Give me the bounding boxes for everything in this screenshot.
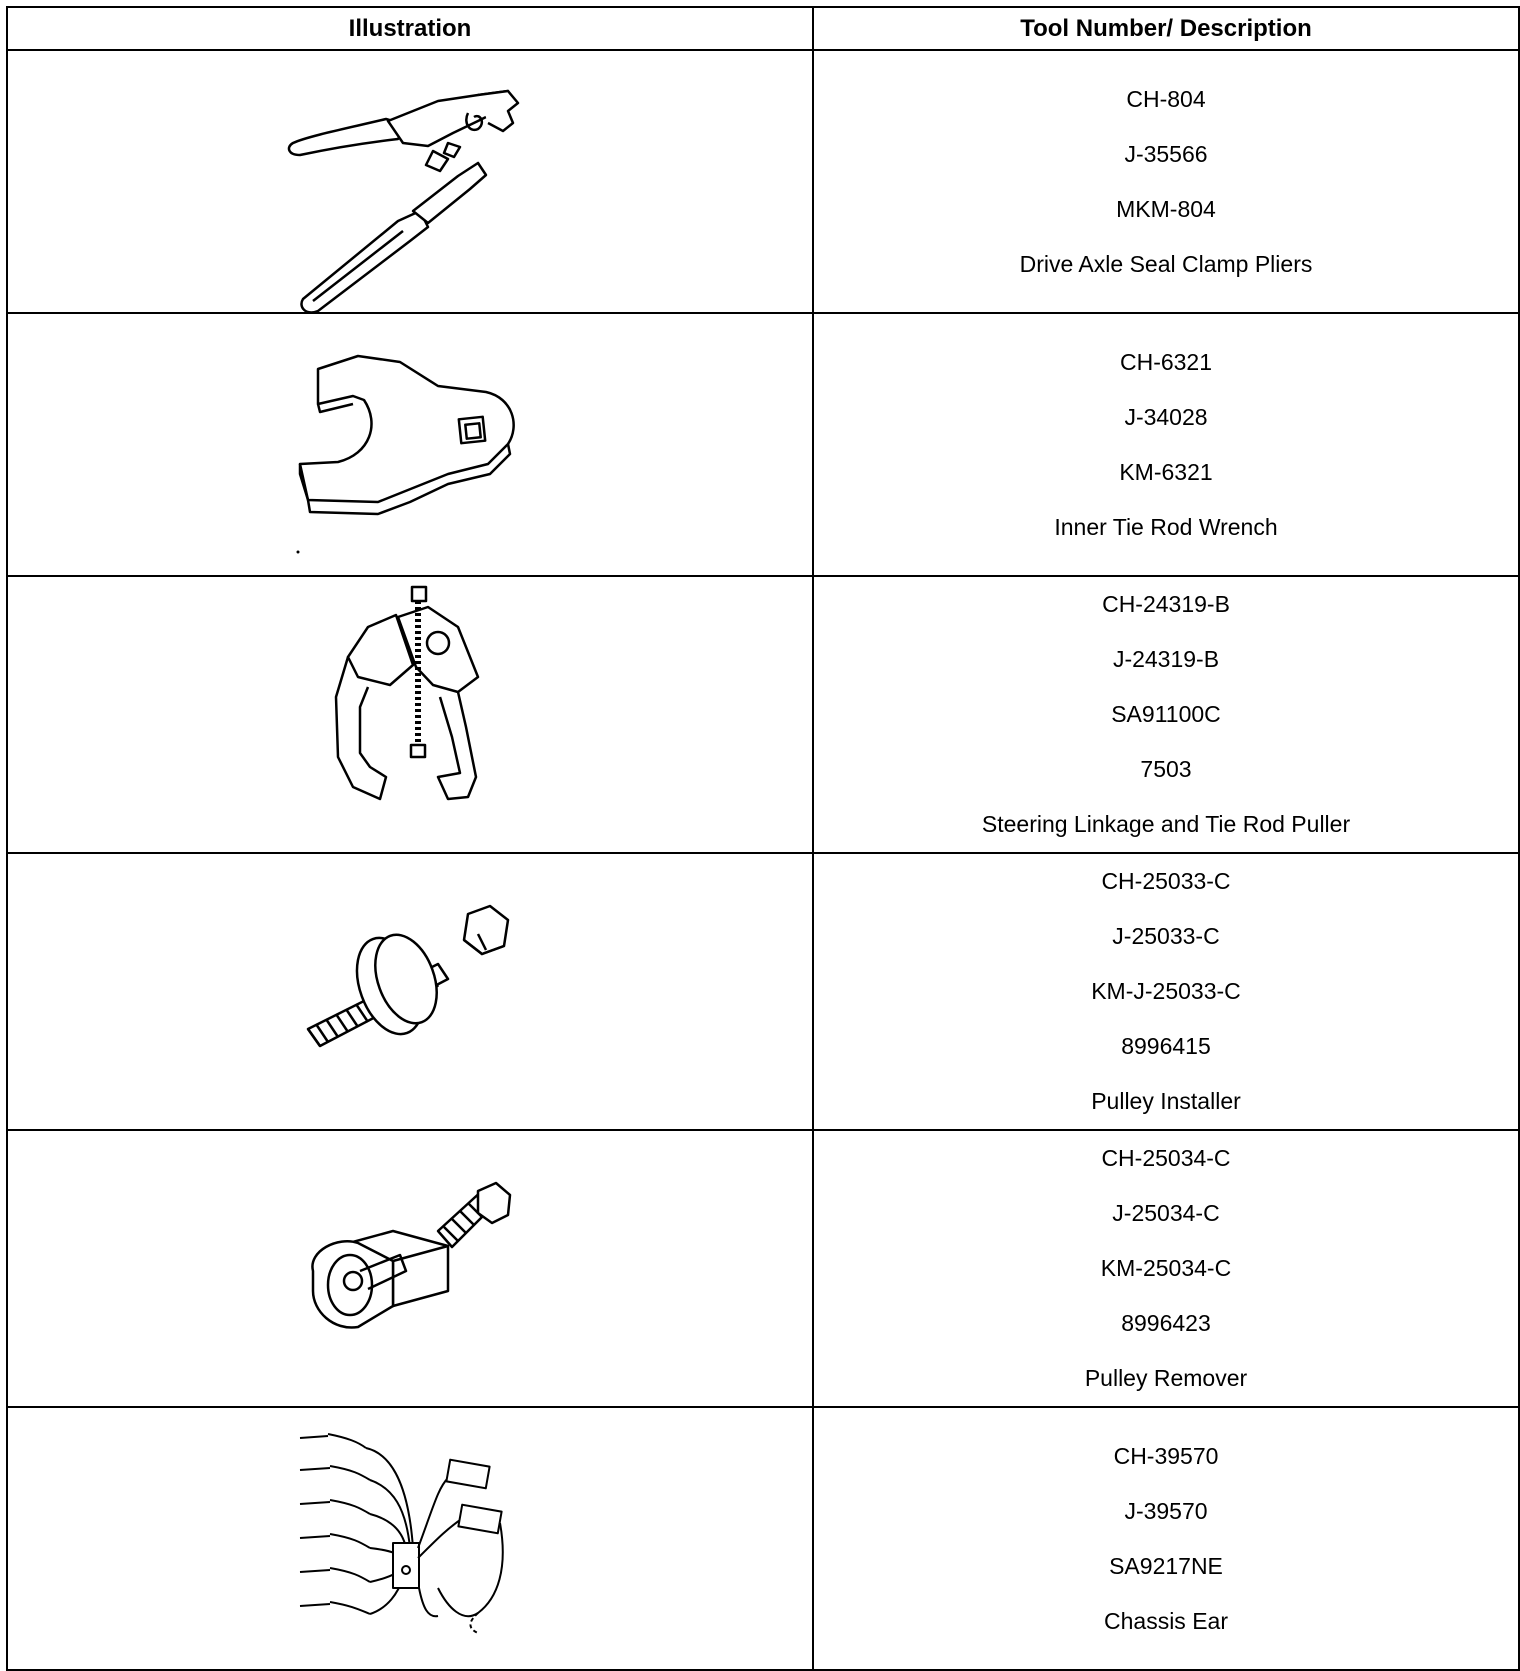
clamp-pliers-icon (8, 51, 808, 312)
tool-number: CH-6321 (1119, 348, 1213, 375)
description-cell (813, 853, 1519, 1130)
table-row (7, 50, 1519, 313)
table-row (7, 576, 1519, 853)
tool-number: J-25034-C (1112, 1200, 1220, 1226)
chassis-ear-icon (8, 1408, 808, 1669)
tool-number: CH-25034-C (1101, 1145, 1231, 1171)
header-row (7, 7, 1519, 50)
illustration-cell (7, 313, 813, 576)
tool-number: J-35566 (1124, 140, 1208, 167)
tool-number: SA9217NE (1109, 1552, 1223, 1579)
tool-number: J-34028 (1124, 403, 1208, 430)
tool-number: CH-24319-B (1102, 591, 1230, 617)
tool-number: KM-25034-C (1100, 1255, 1232, 1281)
tool-number: J-25033-C (1112, 923, 1220, 949)
special-tools-table (6, 6, 1520, 1671)
tool-number: J-24319-B (1112, 646, 1220, 672)
table-row (7, 853, 1519, 1130)
tool-number: KM-J-25033-C (1091, 978, 1241, 1004)
pulley-remover-icon (8, 1131, 808, 1392)
table-row (7, 1130, 1519, 1407)
description-cell (813, 1130, 1519, 1407)
tool-number: CH-39570 (1113, 1442, 1219, 1469)
header-illustration: Illustration (7, 7, 813, 50)
header-description: Tool Number/ Description (813, 7, 1519, 50)
tool-description: Steering Linkage and Tie Rod Puller (981, 811, 1351, 837)
tool-number: J-39570 (1124, 1497, 1208, 1524)
tool-number: CH-25033-C (1101, 868, 1231, 894)
table-row (7, 313, 1519, 576)
illustration-cell (7, 50, 813, 313)
pulley-installer-icon (8, 854, 808, 1115)
illustration-cell (7, 1407, 813, 1670)
tool-description: Chassis Ear (1104, 1607, 1228, 1634)
tool-description: Pulley Installer (1091, 1088, 1241, 1114)
tool-number: KM-6321 (1119, 458, 1213, 485)
tie-rod-wrench-icon (8, 314, 808, 575)
illustration-cell (7, 576, 813, 853)
description-cell (813, 313, 1519, 576)
tie-rod-puller-icon (8, 577, 808, 838)
tool-number: SA91100C (1111, 701, 1221, 727)
tool-description: Pulley Remover (1084, 1365, 1248, 1391)
description-cell (813, 50, 1519, 313)
illustration-cell (7, 1130, 813, 1407)
description-cell (813, 1407, 1519, 1670)
tool-number: 8996415 (1121, 1033, 1211, 1059)
table-row (7, 1407, 1519, 1670)
tool-number: 8996423 (1121, 1310, 1211, 1336)
description-cell (813, 576, 1519, 853)
tool-number: MKM-804 (1116, 195, 1216, 222)
tool-number: 7503 (1140, 756, 1192, 782)
tool-description: Inner Tie Rod Wrench (1054, 513, 1278, 540)
tool-description: Drive Axle Seal Clamp Pliers (1019, 250, 1313, 277)
tool-number: CH-804 (1126, 85, 1206, 112)
illustration-cell (7, 853, 813, 1130)
